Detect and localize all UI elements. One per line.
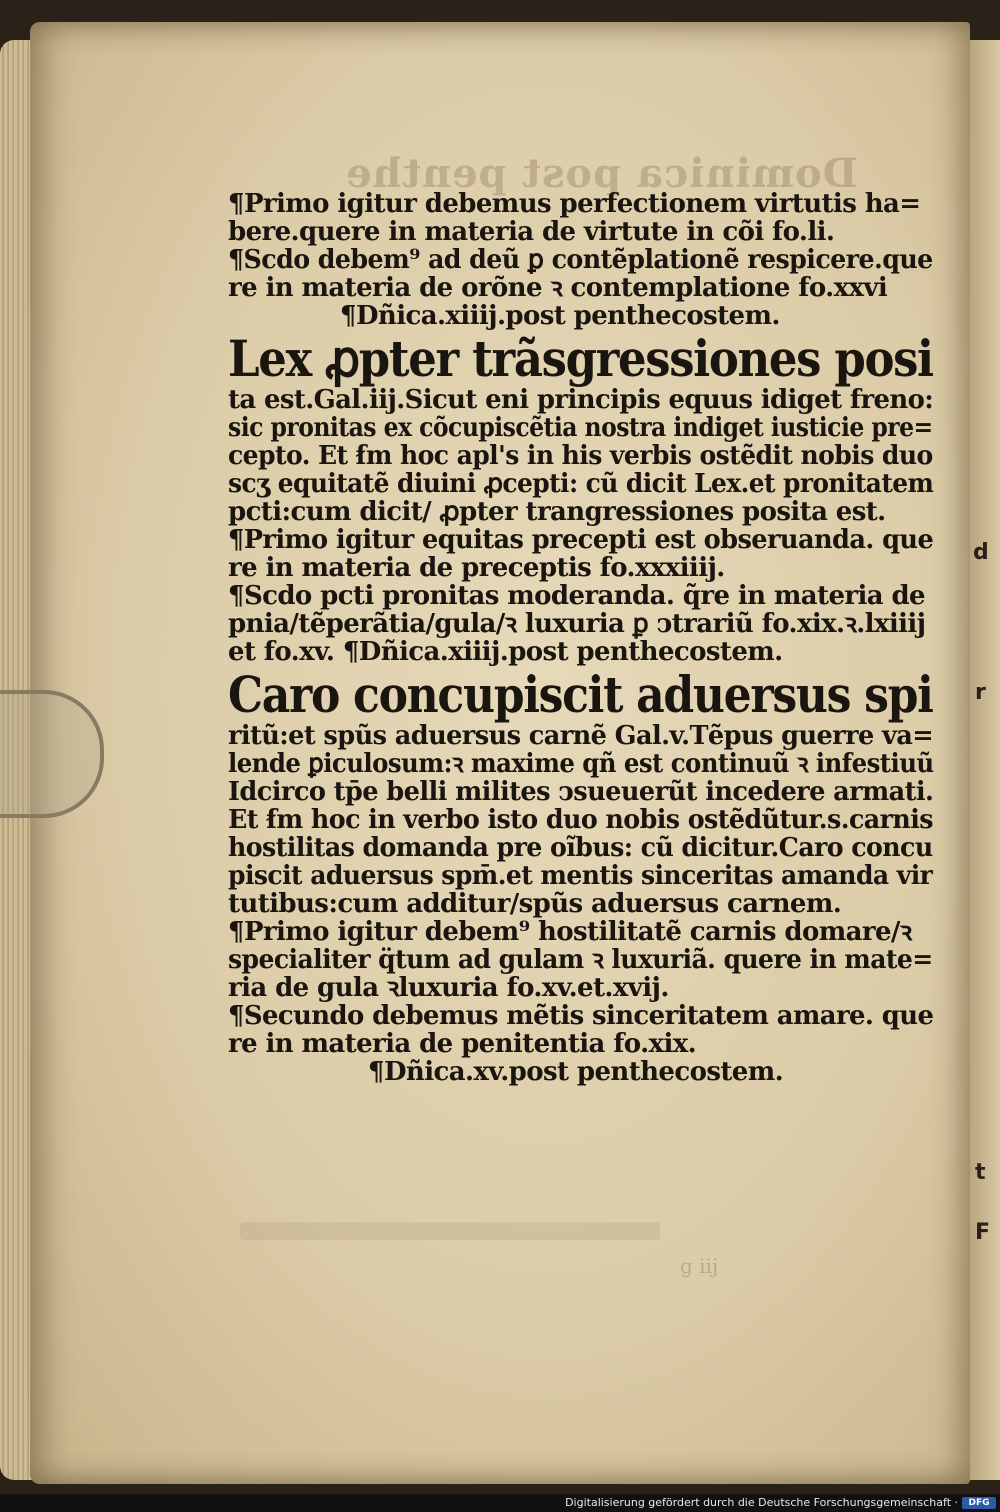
- text-line: et fo.xv. ¶Dñica.xiiij.post penthecostem.: [228, 637, 783, 667]
- text-line: sic pronitas ex cõcupiscẽtia nostra indiget iusticie pre=: [228, 413, 933, 443]
- text-line: re in materia de penitentia fo.xix.: [228, 1029, 697, 1059]
- text-line: lende ꝑiculosum:ꝛ maxime qñ est continuũ ꝛ infestiuũ: [228, 749, 934, 779]
- text-line: tutibus:cum additur/spũs aduersus carnem.: [228, 889, 842, 919]
- text-line: cepto. Et ẜm hoc apl's in his verbis ostẽdit nobis duo: [228, 441, 933, 471]
- text-line: piscit aduersus spm̄.et mentis sinceritas amanda vir: [228, 861, 933, 891]
- footer-credit: Digitalisierung gefördert durch die Deutsche Forschungsgemeinschaft ·: [565, 1496, 958, 1509]
- text-line: ¶Primo igitur debemus perfectionem virtutis ha=: [228, 189, 921, 219]
- facing-page-fragment: r: [975, 680, 986, 705]
- text-line: Et ẜm hoc in verbo isto duo nobis ostẽdũtur.s.carnis: [228, 805, 934, 835]
- digitization-footer: [0, 1494, 1000, 1512]
- facing-page-fragment: d: [973, 540, 989, 565]
- bleed-through-line: [240, 1222, 660, 1240]
- text-line: ¶Secundo debemus mẽtis sinceritatem amare. que: [228, 1001, 934, 1031]
- text-line: re in materia de preceptis fo.xxxiiij.: [228, 553, 725, 583]
- text-line: ¶Dñica.xiiij.post penthecostem.: [340, 301, 780, 331]
- section-heading-line: Caro concupiscit aduersus spi: [228, 665, 933, 724]
- text-line: bere.quere in materia de virtute in cõi fo.li.: [228, 217, 835, 247]
- text-line: ¶Primo igitur equitas precepti est obseruanda. que: [228, 525, 934, 555]
- text-line: Idcirco tp̄e belli milites ↄsueuerũt incedere armati.: [228, 777, 934, 807]
- text-line: scʒ equitatẽ diuini ꝓcepti: cũ dicit Lex.et pronitatem: [228, 469, 934, 499]
- bleed-through-heading: Dominica post penthe: [345, 150, 858, 197]
- text-line: re in materia de orõne ꝛ contemplatione fo.xxvi: [228, 273, 888, 303]
- text-line: ¶Scdo debem⁹ ad deũ ꝑ contẽplationẽ respicere.que: [228, 245, 933, 275]
- section-heading-line: Lex ꝓpter trãsgressiones posi: [228, 329, 933, 388]
- text-line: hostilitas domanda pre oĩbus: cũ dicitur.Caro concu: [228, 833, 933, 863]
- text-line: pcti:cum dicit/ ꝓpter trangressiones posita est.: [228, 497, 886, 527]
- text-line: ¶Scdo pcti pronitas moderanda. q̃re in materia de: [228, 581, 925, 611]
- dfg-logo: DFG: [962, 1497, 996, 1509]
- text-line: ta est.Gal.iij.Sicut eni principis equus idiget freno:: [228, 385, 934, 415]
- text-line: ¶Dñica.xv.post penthecostem.: [368, 1057, 784, 1087]
- facing-page-fragment: t: [975, 1160, 986, 1185]
- text-line: pnia/tẽperãtia/gula/ꝛ luxuria ꝑ ↄtrariũ fo.xix.ꝛ.lxiiij: [228, 609, 926, 639]
- text-line: specialiter q̈tum ad gulam ꝛ luxuriã. quere in mate=: [228, 945, 933, 975]
- bleed-through-signature: g iij: [680, 1254, 719, 1278]
- text-line: ria de gula ꝛluxuria fo.xv.et.xvij.: [228, 973, 669, 1003]
- text-line: ritũ:et spũs aduersus carnẽ Gal.v.Tẽpus guerre va=: [228, 721, 934, 751]
- text-line: ¶Primo igitur debem⁹ hostilitatẽ carnis domare/ꝛ: [228, 917, 912, 947]
- page-text-block: [228, 190, 933, 1086]
- facing-page-fragment: F: [975, 1220, 991, 1245]
